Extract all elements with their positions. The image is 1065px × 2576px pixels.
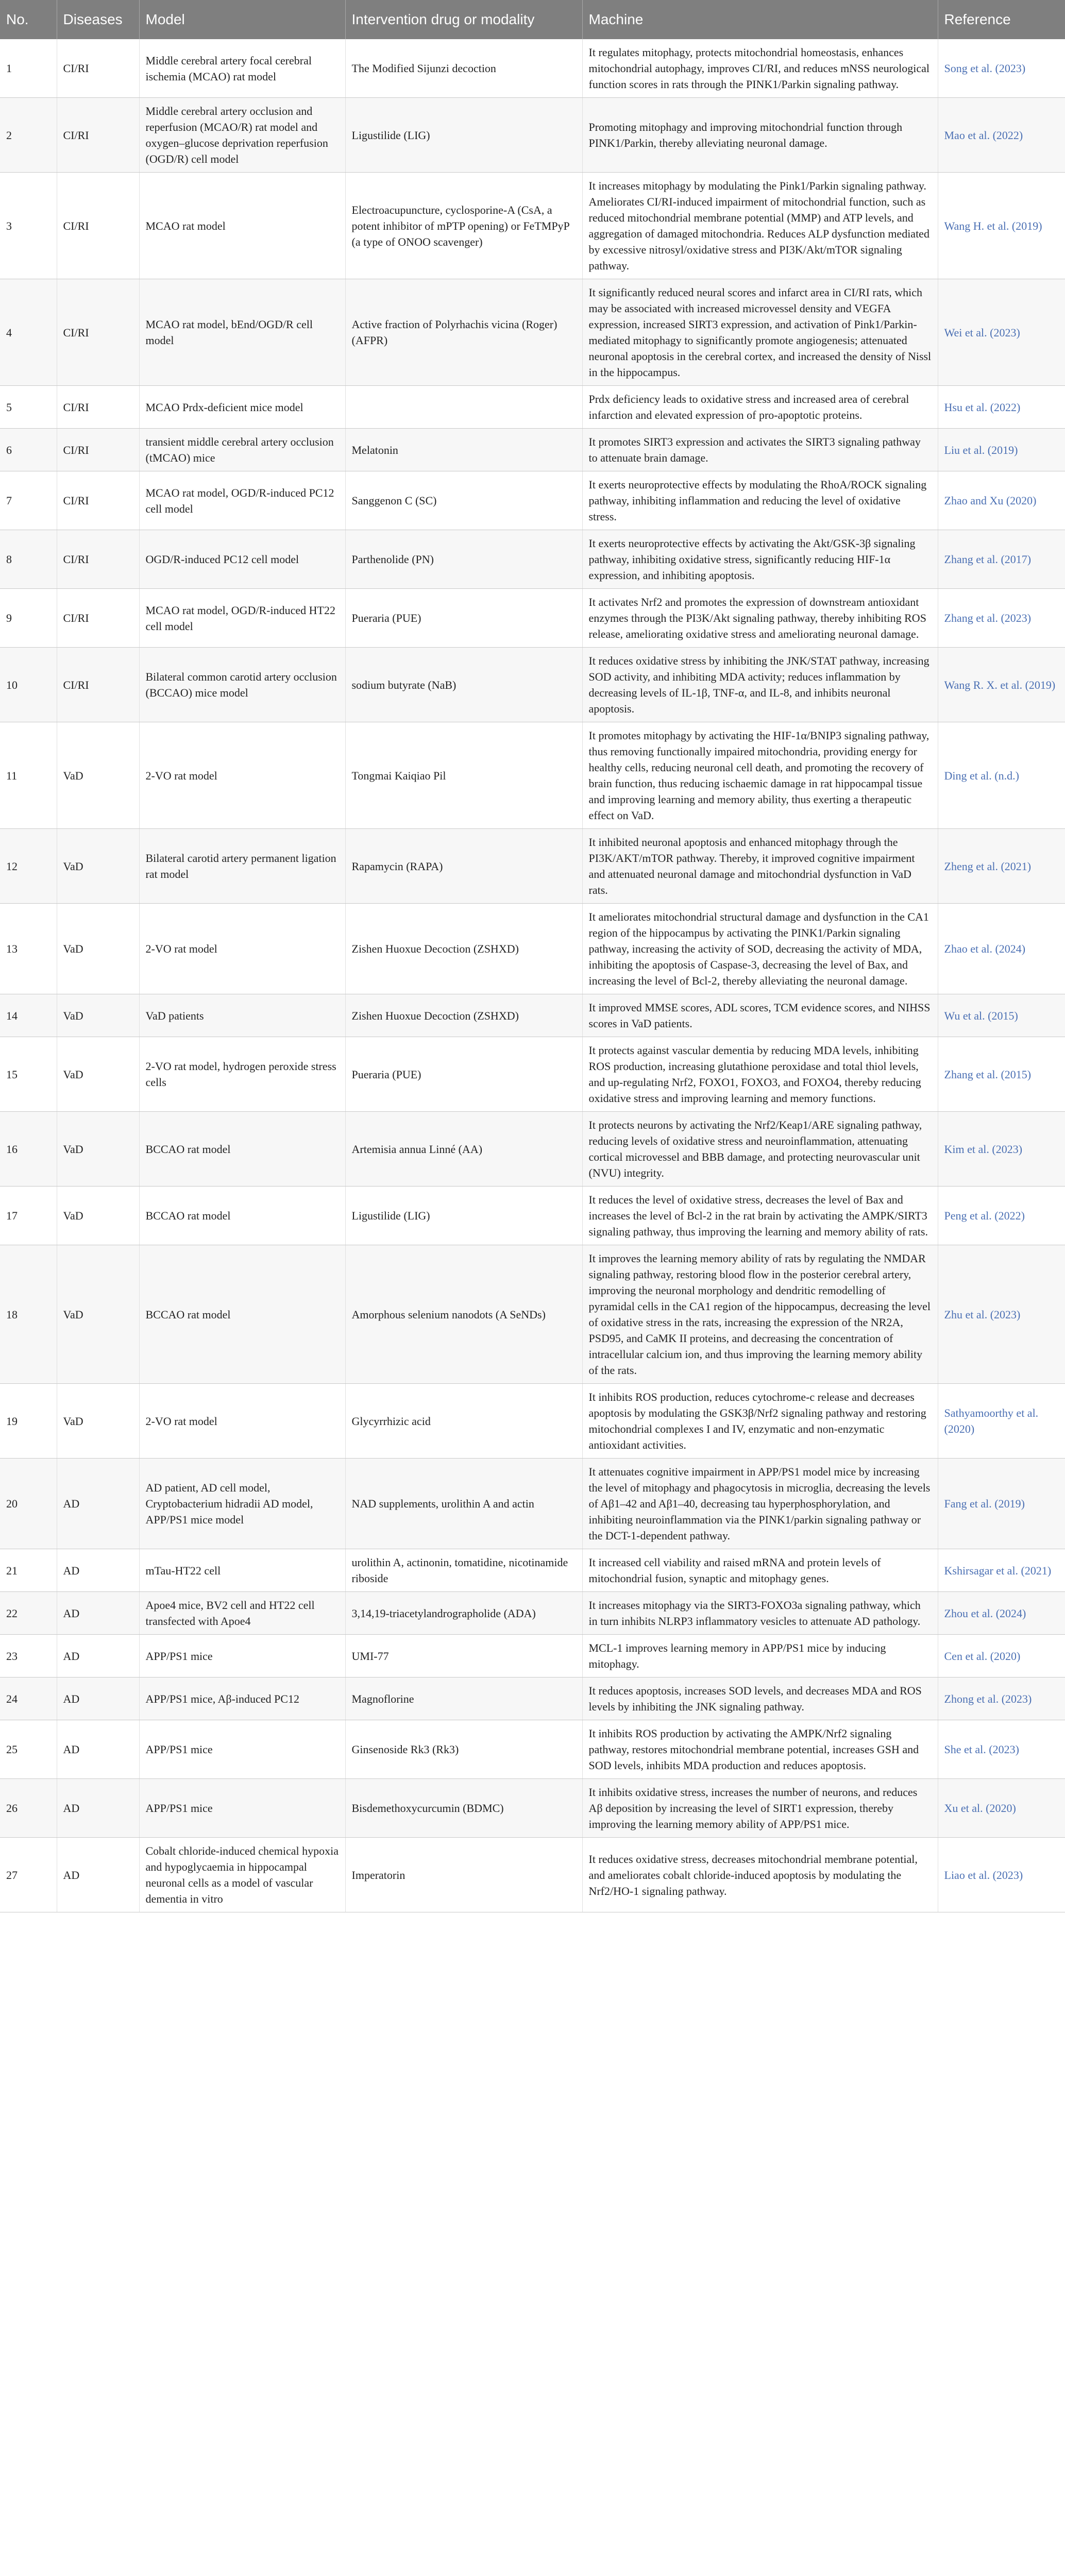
- cell-intervention: Ligustilide (LIG): [345, 1187, 582, 1245]
- table-row: [0, 471, 1065, 530]
- cell-model: transient middle cerebral artery occlusion (tMCAO) mice: [139, 429, 345, 471]
- cell-reference[interactable]: Zheng et al. (2021): [938, 829, 1065, 904]
- cell-machine: It reduces oxidative stress by inhibiting the JNK/STAT pathway, increasing SOD activity, and inhibiting MDA activity; reduces inflammation by decreasing levels of IL-1β, TNF-α, and IL-8, and inhibits neuronal apoptosis.: [582, 648, 938, 722]
- cell-machine: It protects against vascular dementia by reducing MDA levels, inhibiting ROS production, increasing glutathione peroxidase and total thiol levels, and up-regulating Nrf2, FOXO1, FOXO3, and FOXO4, thereby reducing oxidative stress and improving learning and memory functions.: [582, 1037, 938, 1112]
- cell-machine: It ameliorates mitochondrial structural damage and dysfunction in the CA1 region of the hippocampus by activating the PINK1/Parkin signaling pathway, increasing the activity of SOD, decreasing the activity of MDA, inhibiting the apoptosis of Caspase-3, decreasing the level of Bax, and increasing the level of Bcl-2, thereby alleviating the neuronal damage.: [582, 904, 938, 994]
- cell-intervention: Magnoflorine: [345, 1677, 582, 1720]
- cell-no: 17: [0, 1187, 57, 1245]
- cell-disease: AD: [57, 1459, 139, 1549]
- cell-no: 25: [0, 1720, 57, 1779]
- cell-machine: It reduces apoptosis, increases SOD levels, and decreases MDA and ROS levels by inhibiting the JNK signaling pathway.: [582, 1677, 938, 1720]
- table-row: [0, 1592, 1065, 1635]
- cell-model: Cobalt chloride-induced chemical hypoxia and hypoglycaemia in hippocampal neuronal cells as a model of vascular dementia in vitro: [139, 1838, 345, 1912]
- table-row: [0, 386, 1065, 429]
- cell-no: 14: [0, 994, 57, 1037]
- cell-reference[interactable]: Ding et al. (n.d.): [938, 722, 1065, 829]
- cell-machine: It improved MMSE scores, ADL scores, TCM evidence scores, and NIHSS scores in VaD patients.: [582, 994, 938, 1037]
- cell-disease: AD: [57, 1677, 139, 1720]
- cell-reference[interactable]: Liu et al. (2019): [938, 429, 1065, 471]
- cell-reference[interactable]: Peng et al. (2022): [938, 1187, 1065, 1245]
- cell-disease: CI/RI: [57, 429, 139, 471]
- cell-reference[interactable]: Zhong et al. (2023): [938, 1677, 1065, 1720]
- cell-machine: It exerts neuroprotective effects by activating the Akt/GSK-3β signaling pathway, inhibiting oxidative stress, significantly reducing HIF-1α expression, and inhibiting apoptosis.: [582, 530, 938, 589]
- cell-reference[interactable]: Wang R. X. et al. (2019): [938, 648, 1065, 722]
- table-row: [0, 904, 1065, 994]
- cell-disease: CI/RI: [57, 471, 139, 530]
- cell-intervention: Amorphous selenium nanodots (A SeNDs): [345, 1245, 582, 1384]
- cell-model: MCAO rat model: [139, 173, 345, 279]
- cell-intervention: sodium butyrate (NaB): [345, 648, 582, 722]
- cell-no: 6: [0, 429, 57, 471]
- table-row: [0, 1635, 1065, 1677]
- cell-reference[interactable]: Sathyamoorthy et al. (2020): [938, 1384, 1065, 1459]
- cell-model: 2-VO rat model: [139, 1384, 345, 1459]
- cell-machine: It reduces oxidative stress, decreases mitochondrial membrane potential, and ameliorates cobalt chloride-induced apoptosis by modulating the Nrf2/HO-1 signaling pathway.: [582, 1838, 938, 1912]
- table-row: [0, 39, 1065, 98]
- cell-reference[interactable]: Cen et al. (2020): [938, 1635, 1065, 1677]
- cell-intervention: [345, 386, 582, 429]
- cell-disease: AD: [57, 1720, 139, 1779]
- header-row: [0, 0, 1065, 39]
- cell-intervention: Ligustilide (LIG): [345, 98, 582, 173]
- cell-no: 19: [0, 1384, 57, 1459]
- cell-no: 21: [0, 1549, 57, 1592]
- cell-disease: AD: [57, 1635, 139, 1677]
- cell-reference[interactable]: Wei et al. (2023): [938, 279, 1065, 386]
- cell-reference[interactable]: Hsu et al. (2022): [938, 386, 1065, 429]
- cell-intervention: Glycyrrhizic acid: [345, 1384, 582, 1459]
- table-row: [0, 1187, 1065, 1245]
- cell-no: 1: [0, 39, 57, 98]
- cell-no: 12: [0, 829, 57, 904]
- cell-no: 3: [0, 173, 57, 279]
- cell-no: 23: [0, 1635, 57, 1677]
- cell-no: 24: [0, 1677, 57, 1720]
- cell-no: 8: [0, 530, 57, 589]
- cell-model: BCCAO rat model: [139, 1187, 345, 1245]
- cell-intervention: NAD supplements, urolithin A and actin: [345, 1459, 582, 1549]
- cell-machine: It reduces the level of oxidative stress, decreases the level of Bax and increases the level of Bcl-2 in the rat brain by activating the AMPK/SIRT3 signaling pathway, thus improving the learning and memory ability of rats.: [582, 1187, 938, 1245]
- cell-model: 2-VO rat model: [139, 722, 345, 829]
- table-row: [0, 1779, 1065, 1838]
- cell-machine: It increased cell viability and raised mRNA and protein levels of mitochondrial fusion, synaptic and mitophagy genes.: [582, 1549, 938, 1592]
- cell-reference[interactable]: Zhang et al. (2023): [938, 589, 1065, 648]
- cell-disease: AD: [57, 1838, 139, 1912]
- table-row: [0, 1838, 1065, 1912]
- cell-intervention: Active fraction of Polyrhachis vicina (Roger) (AFPR): [345, 279, 582, 386]
- cell-model: Middle cerebral artery focal cerebral ischemia (MCAO) rat model: [139, 39, 345, 98]
- cell-machine: It inhibits ROS production by activating the AMPK/Nrf2 signaling pathway, restores mitochondrial membrane potential, increases GSH and SOD levels, inhibits MDA production and reduces apoptosis.: [582, 1720, 938, 1779]
- cell-intervention: Tongmai Kaiqiao Pil: [345, 722, 582, 829]
- cell-model: mTau-HT22 cell: [139, 1549, 345, 1592]
- table-row: [0, 530, 1065, 589]
- cell-disease: VaD: [57, 1187, 139, 1245]
- cell-disease: CI/RI: [57, 39, 139, 98]
- cell-no: 5: [0, 386, 57, 429]
- cell-model: 2-VO rat model: [139, 904, 345, 994]
- table-row: [0, 1459, 1065, 1549]
- cell-machine: It regulates mitophagy, protects mitochondrial homeostasis, enhances mitochondrial autophagy, improves CI/RI, and reduces mNSS neurological function scores in rats through the PINK1/Parkin signaling pathway.: [582, 39, 938, 98]
- cell-intervention: Melatonin: [345, 429, 582, 471]
- cell-disease: CI/RI: [57, 530, 139, 589]
- cell-no: 15: [0, 1037, 57, 1112]
- cell-reference[interactable]: Zhang et al. (2017): [938, 530, 1065, 589]
- cell-intervention: The Modified Sijunzi decoction: [345, 39, 582, 98]
- cell-model: Bilateral common carotid artery occlusion (BCCAO) mice model: [139, 648, 345, 722]
- cell-reference[interactable]: Liao et al. (2023): [938, 1838, 1065, 1912]
- cell-model: BCCAO rat model: [139, 1112, 345, 1187]
- cell-disease: VaD: [57, 994, 139, 1037]
- cell-no: 2: [0, 98, 57, 173]
- table-row: [0, 173, 1065, 279]
- cell-intervention: Parthenolide (PN): [345, 530, 582, 589]
- cell-reference[interactable]: Xu et al. (2020): [938, 1779, 1065, 1838]
- cell-model: MCAO rat model, OGD/R-induced PC12 cell model: [139, 471, 345, 530]
- cell-model: Bilateral carotid artery permanent ligation rat model: [139, 829, 345, 904]
- cell-model: APP/PS1 mice, Aβ-induced PC12: [139, 1677, 345, 1720]
- cell-intervention: Sanggenon C (SC): [345, 471, 582, 530]
- cell-disease: CI/RI: [57, 98, 139, 173]
- cell-machine: It inhibited neuronal apoptosis and enhanced mitophagy through the PI3K/AKT/mTOR pathway. Thereby, it improved cognitive impairment and attenuated neuronal damage and mitochondrial dysfunction in VaD rats.: [582, 829, 938, 904]
- cell-reference[interactable]: She et al. (2023): [938, 1720, 1065, 1779]
- cell-machine: MCL-1 improves learning memory in APP/PS1 mice by inducing mitophagy.: [582, 1635, 938, 1677]
- cell-disease: AD: [57, 1779, 139, 1838]
- cell-disease: CI/RI: [57, 279, 139, 386]
- cell-model: MCAO rat model, bEnd/OGD/R cell model: [139, 279, 345, 386]
- cell-model: Middle cerebral artery occlusion and reperfusion (MCAO/R) rat model and oxygen–glucose deprivation reperfusion (OGD/R) cell model: [139, 98, 345, 173]
- table-row: [0, 1677, 1065, 1720]
- cell-machine: It inhibits ROS production, reduces cytochrome-c release and decreases apoptosis by modulating the GSK3β/Nrf2 signaling pathway and restoring mitochondrial complexes I and IV, enzymatic and non-enzymatic antioxidant activities.: [582, 1384, 938, 1459]
- table-row: [0, 589, 1065, 648]
- header-diseases: Diseases: [57, 0, 139, 39]
- cell-model: BCCAO rat model: [139, 1245, 345, 1384]
- cell-reference[interactable]: Zhang et al. (2015): [938, 1037, 1065, 1112]
- cell-intervention: 3,14,19-triacetylandrographolide (ADA): [345, 1592, 582, 1635]
- cell-machine: It inhibits oxidative stress, increases the number of neurons, and reduces Aβ deposition by increasing the level of SIRT1 expression, thereby improving the learning memory ability of APP/PS1 mice.: [582, 1779, 938, 1838]
- header-no: No.: [0, 0, 57, 39]
- table-row: [0, 1037, 1065, 1112]
- header-intervention: Intervention drug or modality: [345, 0, 582, 39]
- table-row: [0, 1720, 1065, 1779]
- cell-no: 7: [0, 471, 57, 530]
- cell-model: OGD/R-induced PC12 cell model: [139, 530, 345, 589]
- cell-model: APP/PS1 mice: [139, 1720, 345, 1779]
- cell-no: 22: [0, 1592, 57, 1635]
- cell-intervention: Zishen Huoxue Decoction (ZSHXD): [345, 994, 582, 1037]
- cell-disease: VaD: [57, 1245, 139, 1384]
- cell-model: VaD patients: [139, 994, 345, 1037]
- cell-intervention: UMI-77: [345, 1635, 582, 1677]
- cell-machine: It activates Nrf2 and promotes the expression of downstream antioxidant enzymes through the PI3K/Akt signaling pathway, thereby inhibiting ROS release, ameliorating oxidative stress and ameliorating neuronal damage.: [582, 589, 938, 648]
- cell-reference[interactable]: Kim et al. (2023): [938, 1112, 1065, 1187]
- table-row: [0, 279, 1065, 386]
- cell-machine: Prdx deficiency leads to oxidative stress and increased area of cerebral infarction and elevated expression of pro-apoptotic proteins.: [582, 386, 938, 429]
- cell-machine: It increases mitophagy by modulating the Pink1/Parkin signaling pathway. Ameliorates CI/RI-induced impairment of mitochondrial function, such as reduced mitochondrial membrane potential (MMP) and ATP levels, and aggregation of damaged mitochondria. Reduces ALP dysfunction mediated by excessive nitrosyl/oxidative stress and PI3K/Akt/mTOR signaling pathway.: [582, 173, 938, 279]
- cell-intervention: Imperatorin: [345, 1838, 582, 1912]
- cell-reference[interactable]: Mao et al. (2022): [938, 98, 1065, 173]
- cell-model: MCAO rat model, OGD/R-induced HT22 cell model: [139, 589, 345, 648]
- table-row: [0, 1384, 1065, 1459]
- cell-intervention: Ginsenoside Rk3 (Rk3): [345, 1720, 582, 1779]
- cell-machine: It promotes mitophagy by activating the HIF-1α/BNIP3 signaling pathway, thus removing functionally impaired mitochondria, providing energy for healthy cells, reducing neuronal cell death, and promoting the recovery of brain function, thus reducing ischaemic damage in rat hippocampal tissue and improving learning and memory ability, thus exerting a therapeutic effect on VaD.: [582, 722, 938, 829]
- cell-machine: It significantly reduced neural scores and infarct area in CI/RI rats, which may be associated with increased microvessel density and VEGFA expression, increased SIRT3 expression, and activation of Pink1/Parkin-mediated mitophagy to significantly promote angiogenesis; attenuated neuronal apoptosis in the cerebral cortex, and increased the density of Nissl in the hippocampus.: [582, 279, 938, 386]
- cell-intervention: Rapamycin (RAPA): [345, 829, 582, 904]
- cell-reference[interactable]: Wang H. et al. (2019): [938, 173, 1065, 279]
- table-row: [0, 429, 1065, 471]
- cell-intervention: Zishen Huoxue Decoction (ZSHXD): [345, 904, 582, 994]
- cell-disease: AD: [57, 1549, 139, 1592]
- cell-reference[interactable]: Kshirsagar et al. (2021): [938, 1549, 1065, 1592]
- table-header: [0, 0, 1065, 39]
- cell-machine: It protects neurons by activating the Nrf2/Keap1/ARE signaling pathway, reducing levels of oxidative stress and neuroinflammation, attenuating cortical microvessel and BBB damage, and protecting neurovascular unit (NVU) integrity.: [582, 1112, 938, 1187]
- cell-model: APP/PS1 mice: [139, 1635, 345, 1677]
- cell-intervention: Pueraria (PUE): [345, 589, 582, 648]
- table-row: [0, 1245, 1065, 1384]
- cell-disease: CI/RI: [57, 589, 139, 648]
- cell-no: 13: [0, 904, 57, 994]
- cell-intervention: Artemisia annua Linné (AA): [345, 1112, 582, 1187]
- cell-model: Apoe4 mice, BV2 cell and HT22 cell transfected with Apoe4: [139, 1592, 345, 1635]
- cell-no: 9: [0, 589, 57, 648]
- cell-reference[interactable]: Zhao and Xu (2020): [938, 471, 1065, 530]
- cell-reference[interactable]: Fang et al. (2019): [938, 1459, 1065, 1549]
- cell-no: 4: [0, 279, 57, 386]
- cell-no: 20: [0, 1459, 57, 1549]
- cell-machine: It promotes SIRT3 expression and activates the SIRT3 signaling pathway to attenuate brain damage.: [582, 429, 938, 471]
- table-row: [0, 829, 1065, 904]
- cell-disease: CI/RI: [57, 648, 139, 722]
- table-row: [0, 648, 1065, 722]
- table-row: [0, 994, 1065, 1037]
- cell-disease: VaD: [57, 1384, 139, 1459]
- cell-disease: VaD: [57, 904, 139, 994]
- cell-model: MCAO Prdx-deficient mice model: [139, 386, 345, 429]
- cell-no: 10: [0, 648, 57, 722]
- cell-disease: VaD: [57, 722, 139, 829]
- cell-machine: It exerts neuroprotective effects by modulating the RhoA/ROCK signaling pathway, inhibiting inflammation and reducing the level of oxidative stress.: [582, 471, 938, 530]
- table-row: [0, 722, 1065, 829]
- cell-reference[interactable]: Song et al. (2023): [938, 39, 1065, 98]
- cell-reference[interactable]: Zhu et al. (2023): [938, 1245, 1065, 1384]
- cell-no: 26: [0, 1779, 57, 1838]
- cell-disease: AD: [57, 1592, 139, 1635]
- cell-disease: VaD: [57, 1112, 139, 1187]
- cell-no: 27: [0, 1838, 57, 1912]
- cell-reference[interactable]: Wu et al. (2015): [938, 994, 1065, 1037]
- cell-disease: CI/RI: [57, 386, 139, 429]
- cell-model: APP/PS1 mice: [139, 1779, 345, 1838]
- cell-intervention: Pueraria (PUE): [345, 1037, 582, 1112]
- cell-machine: It attenuates cognitive impairment in APP/PS1 model mice by increasing the level of mitophagy and phagocytosis in microglia, decreasing the levels of Aβ1–42 and Aβ1–40, decreasing tau hyperphosphorylation, and inhibiting neuroinflammation via the PINK1/parkin signaling pathway or the DCT-1-dependent pathway.: [582, 1459, 938, 1549]
- cell-disease: VaD: [57, 829, 139, 904]
- table-body: [0, 39, 1065, 1912]
- header-model: Model: [139, 0, 345, 39]
- table-row: [0, 1112, 1065, 1187]
- table-row: [0, 1549, 1065, 1592]
- cell-reference[interactable]: Zhao et al. (2024): [938, 904, 1065, 994]
- table-row: [0, 98, 1065, 173]
- cell-disease: CI/RI: [57, 173, 139, 279]
- cell-intervention: urolithin A, actinonin, tomatidine, nicotinamide riboside: [345, 1549, 582, 1592]
- cell-machine: Promoting mitophagy and improving mitochondrial function through PINK1/Parkin, thereby alleviating neuronal damage.: [582, 98, 938, 173]
- cell-no: 18: [0, 1245, 57, 1384]
- header-machine: Machine: [582, 0, 938, 39]
- cell-disease: VaD: [57, 1037, 139, 1112]
- cell-no: 16: [0, 1112, 57, 1187]
- header-reference: Reference: [938, 0, 1065, 39]
- cell-machine: It improves the learning memory ability of rats by regulating the NMDAR signaling pathway, restoring blood flow in the posterior cerebral artery, improving the neuronal morphology and dendritic remodelling of pyramidal cells in the CA1 region of the hippocampus, decreasing the level of oxidative stress in the rats, increasing the expression of the NR2A, PSD95, and CaMK II proteins, and decreasing the concentration of intracellular calcium ion, and thus improving the learning memory ability of the rats.: [582, 1245, 938, 1384]
- cell-machine: It increases mitophagy via the SIRT3-FOXO3a signaling pathway, which in turn inhibits NLRP3 inflammatory vesicles to attenuate AD pathology.: [582, 1592, 938, 1635]
- cell-model: 2-VO rat model, hydrogen peroxide stress cells: [139, 1037, 345, 1112]
- cell-intervention: Electroacupuncture, cyclosporine-A (CsA, a potent inhibitor of mPTP opening) or FeTMPyP (a type of ONOO scavenger): [345, 173, 582, 279]
- cell-reference[interactable]: Zhou et al. (2024): [938, 1592, 1065, 1635]
- cell-intervention: Bisdemethoxycurcumin (BDMC): [345, 1779, 582, 1838]
- cell-model: AD patient, AD cell model, Cryptobacterium hidradii AD model, APP/PS1 mice model: [139, 1459, 345, 1549]
- cell-no: 11: [0, 722, 57, 829]
